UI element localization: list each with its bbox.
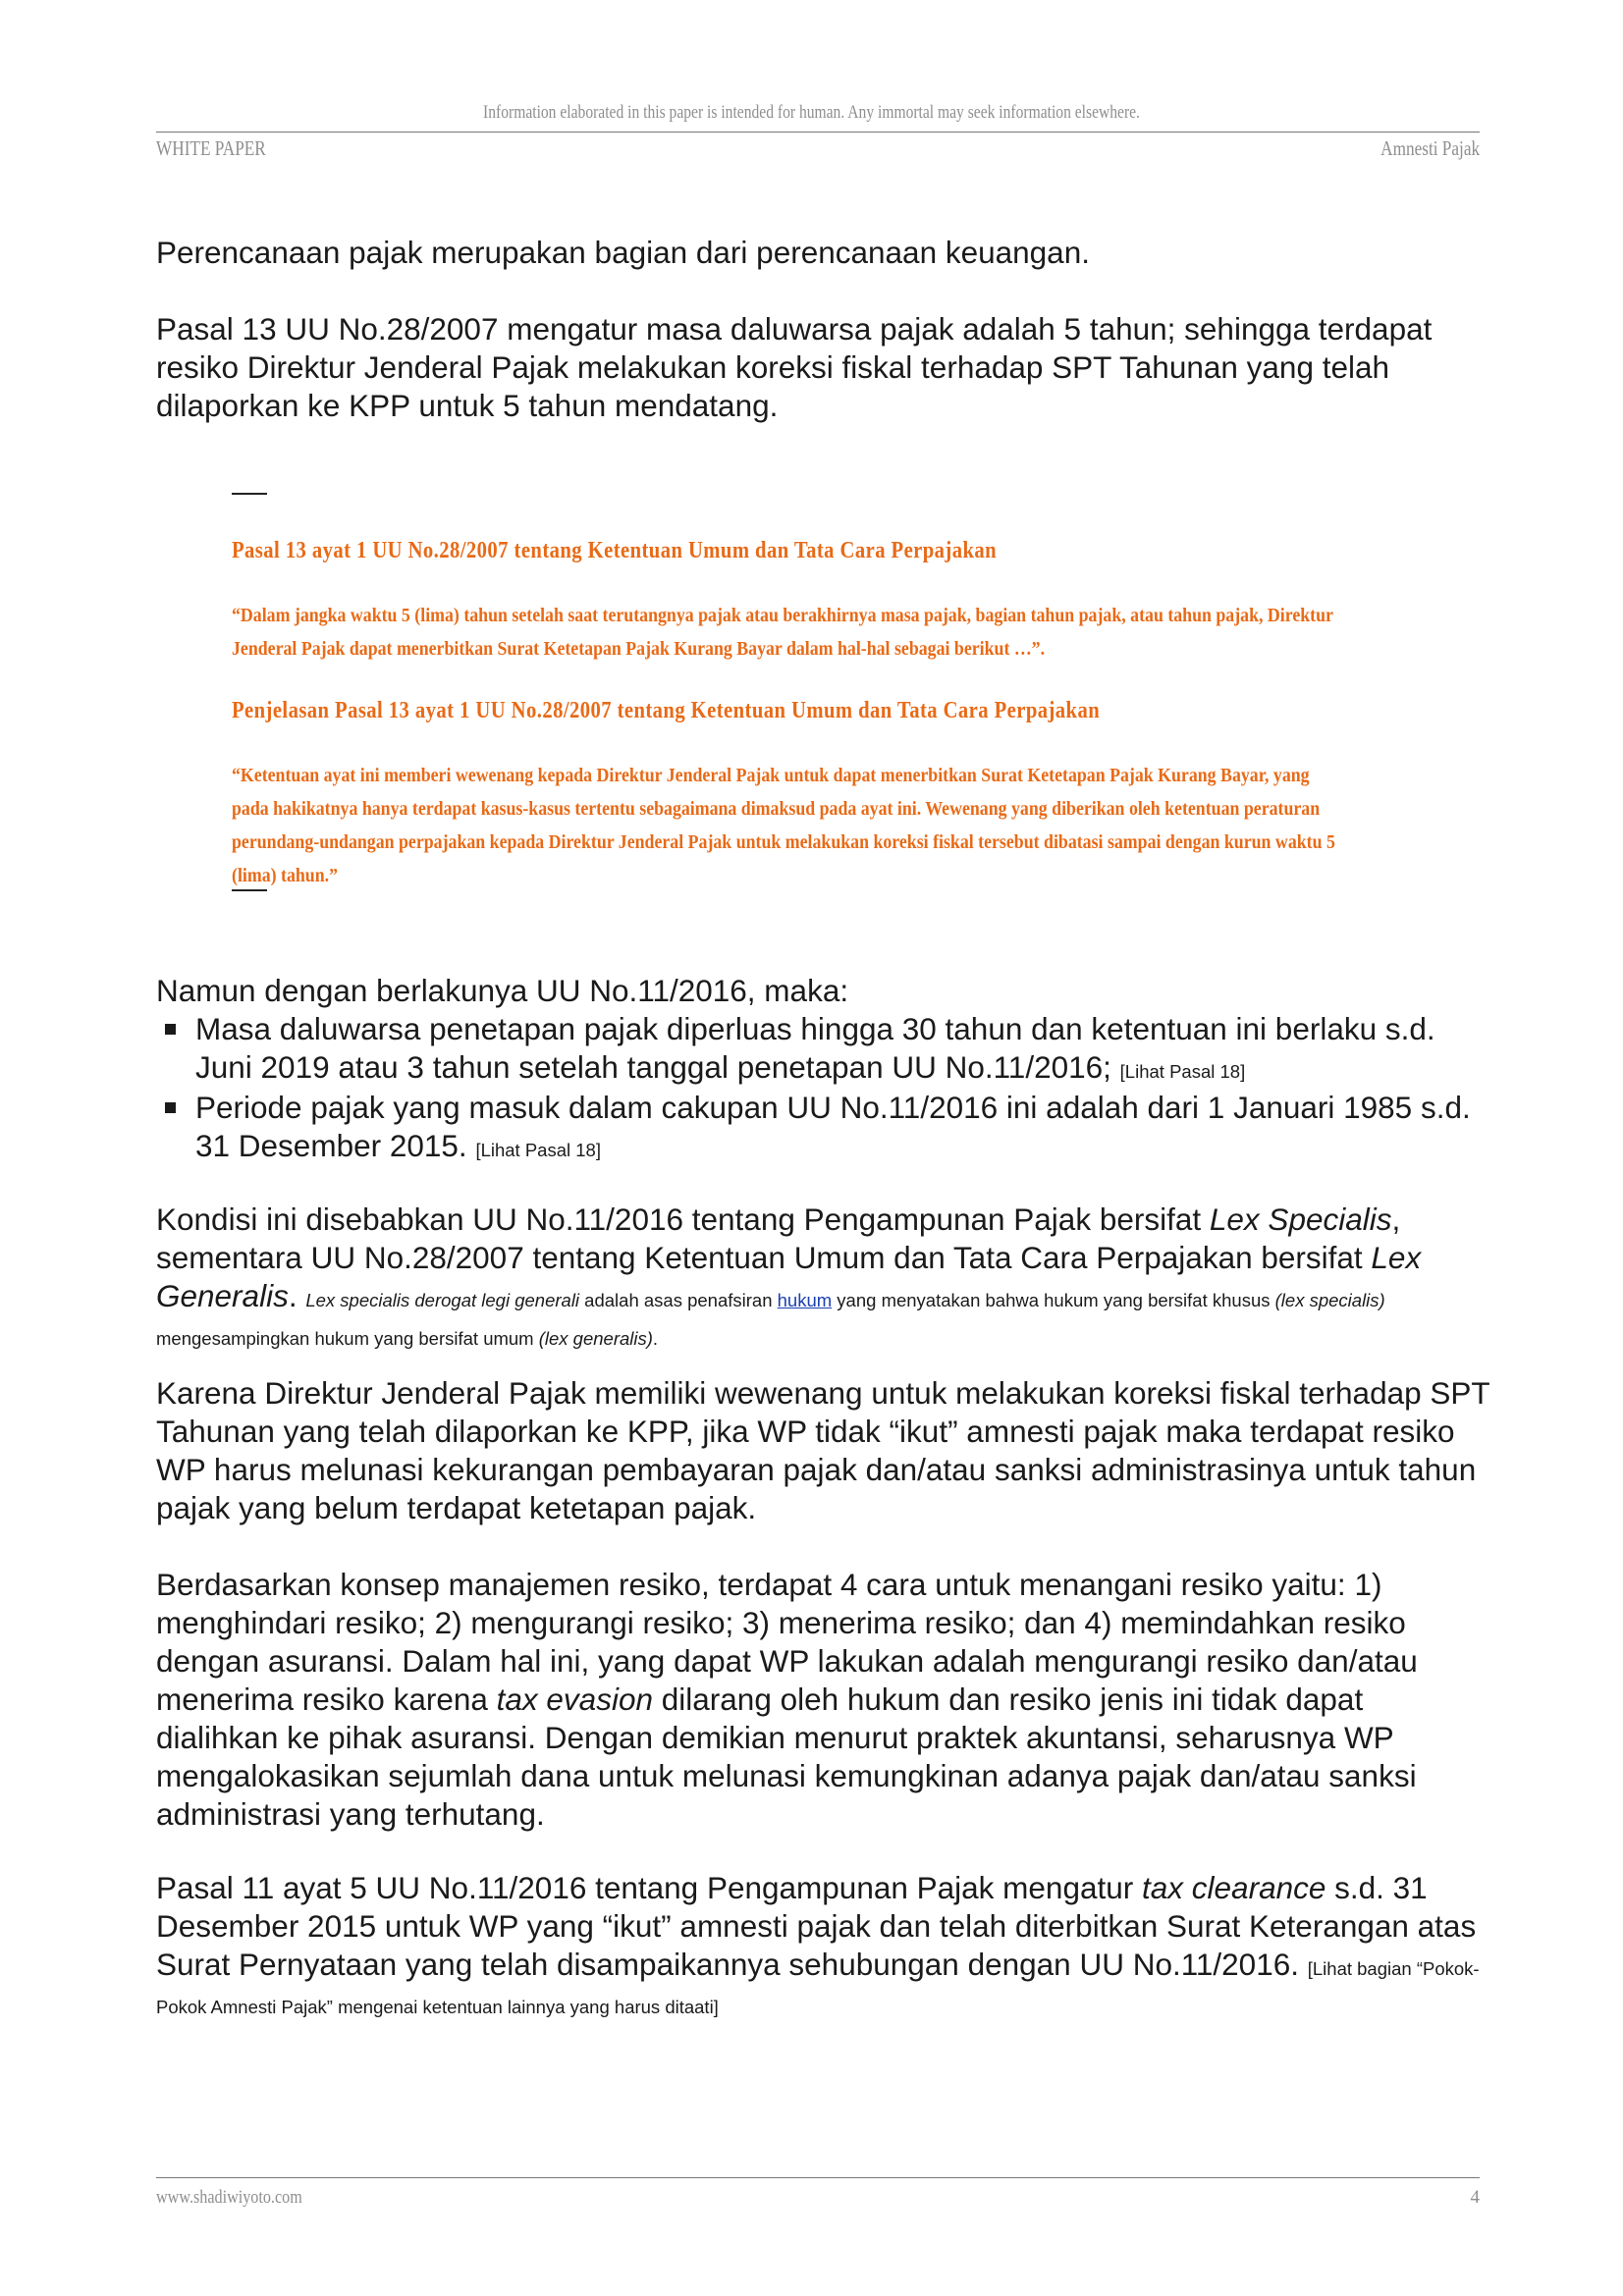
header-doc-title: Amnesti Pajak (1380, 136, 1480, 160)
page-number: 4 (1470, 2187, 1480, 2208)
text-run: s.d. 31 Desember 2015 untuk WP yang “ikut” amnesti pajak dan telah diterbitkan Surat Keterangan atas Surat Pernyataan yang telah disampaikannya sehubungan dengan UU No.11/2016. (156, 1870, 1477, 1982)
quote-text-penjelasan: “Ketentuan ayat ini memberi wewenang kepada Direktur Jenderal Pajak untuk dapat menerbitkan Surat Ketetapan Pajak Kurang Bayar, yang pada hakikatnya hanya terdapat kasus-kasus tertentu sebagaimana dimaksud pada ayat ini. Wewenang yang diberikan oleh ketentuan peraturan perundang-undangan perpajakan kepada Direktur Jenderal Pajak untuk melakukan koreksi fiskal tersebut dibatasi sampai dengan kurun waktu 5 (lima) tahun.” (232, 765, 1335, 886)
paragraph-namun: Namun dengan berlakunya UU No.11/2016, maka: (156, 973, 849, 1008)
bullet-list (156, 1010, 1491, 1167)
quote-divider-top (232, 493, 267, 495)
bullet-text: Masa daluwarsa penetapan pajak diperluas hingga 30 tahun dan ketentuan ini berlaku s.d. Juni 2019 atau 3 tahun setelah tanggal penetapan UU No.11/2016; (195, 1011, 1435, 1085)
paragraph-manajemen-resiko (156, 1566, 1491, 1834)
paragraph-karena: Karena Direktur Jenderal Pajak memiliki wewenang untuk melakukan koreksi fiskal terhadap SPT Tahunan yang telah dilaporkan ke KPP, jika WP tidak “ikut” amnesti pajak maka terdapat resiko WP harus melunasi kekurangan pembayaran pajak dan/atau sanksi administrasinya untuk tahun pajak yang belum terdapat ketetapan pajak. (156, 1375, 1490, 1525)
hukum-link[interactable]: hukum (777, 1290, 833, 1310)
bullet-text: Periode pajak yang masuk dalam cakupan UU No.11/2016 ini adalah dari 1 Januari 1985 s.d. 31 Desember 2015. (195, 1090, 1471, 1163)
header-notice: Information elaborated in this paper is intended for human. Any immortal may seek information elsewhere. (483, 102, 1140, 123)
paragraph-pasal-13: Pasal 13 UU No.28/2007 mengatur masa daluwarsa pajak adalah 5 tahun; sehingga terdapat resiko Direktur Jenderal Pajak melakukan koreksi fiskal terhadap SPT Tahunan yang telah dilaporkan ke KPP untuk 5 tahun mendatang. (156, 311, 1433, 423)
bullet-square-icon (165, 1102, 176, 1113)
quote-heading-penjelasan: Penjelasan Pasal 13 ayat 1 UU No.28/2007 tentang Ketentuan Umum dan Tata Cara Perpajakan (232, 698, 1101, 723)
paragraph-lex-specialis (156, 1201, 1491, 1354)
paragraph-tax-clearance (156, 1869, 1491, 2022)
italic-run: tax clearance (1142, 1870, 1326, 1905)
header-rule (156, 132, 1480, 133)
footnote-text (156, 1290, 1385, 1349)
list-item (156, 1010, 1491, 1087)
text-run: Pasal 11 ayat 5 UU No.11/2016 tentang Pengampunan Pajak mengatur (156, 1870, 1143, 1905)
text-run: . (288, 1278, 306, 1313)
footer-website: www.shadiwiyoto.com (156, 2187, 302, 2208)
text-run: mengesampingkan hukum yang bersifat umum (156, 1328, 539, 1349)
bullet-square-icon (165, 1024, 176, 1035)
paragraph-intro: Perencanaan pajak merupakan bagian dari perencanaan keuangan. (156, 235, 1090, 270)
text-run: Berdasarkan konsep manajemen resiko, terdapat 4 cara untuk menangani resiko yaitu: 1) menghindari resiko; 2) mengurangi resiko; 3) menerima resiko; dan 4) memindahkan resiko dengan asuransi. Dalam hal ini, yang dapat WP lakukan adalah mengurangi resiko dan/atau menerima resiko karena (156, 1567, 1418, 1717)
text-run: dilarang oleh hukum dan resiko jenis ini tidak dapat dialihkan ke pihak asuransi. Dengan demikian menurut praktek akuntansi, seharusnya WP mengalokasikan sejumlah dana untuk melunasi kemungkinan adanya pajak dan/atau sanksi administrasi yang terhutang. (156, 1682, 1417, 1832)
footer-rule (156, 2177, 1480, 2178)
text-run: adalah asas penafsiran (579, 1290, 778, 1310)
italic-run: (lex generalis) (538, 1328, 653, 1349)
italic-run: Lex specialis derogat legi generali (305, 1290, 580, 1310)
quote-heading-pasal: Pasal 13 ayat 1 UU No.28/2007 tentang Ketentuan Umum dan Tata Cara Perpajakan (232, 538, 998, 563)
bullet-reference: [Lihat Pasal 18] (475, 1140, 601, 1160)
text-run: yang menyatakan bahwa hukum yang bersifat khusus (832, 1290, 1275, 1310)
list-item (156, 1089, 1491, 1165)
italic-run: Lex Specialis (1209, 1201, 1392, 1237)
italic-run: tax evasion (496, 1682, 653, 1717)
reference-note: [Lihat bagian “Pokok-Pokok Amnesti Pajak” mengenai ketentuan lainnya yang harus ditaati] (156, 1958, 1480, 2017)
text-run: , sementara UU No.28/2007 tentang Ketentuan Umum dan Tata Cara Perpajakan bersifat (156, 1201, 1401, 1275)
quote-text-pasal: “Dalam jangka waktu 5 (lima) tahun setelah saat terutangnya pajak atau berakhirnya masa pajak, bagian tahun pajak, atau tahun pajak, Direktur Jenderal Pajak dapat menerbitkan Surat Ketetapan Pajak Kurang Bayar dalam hal-hal sebagai berikut …”. (232, 605, 1333, 660)
text-run: Kondisi ini disebabkan UU No.11/2016 tentang Pengampunan Pajak bersifat (156, 1201, 1210, 1237)
text-run: . (652, 1328, 659, 1349)
quote-divider-bottom (232, 889, 267, 891)
bullet-reference: [Lihat Pasal 18] (1119, 1061, 1246, 1082)
italic-run: Lex Generalis (156, 1240, 1422, 1313)
header-doc-type: WHITE PAPER (156, 136, 266, 160)
italic-run: (lex specialis) (1274, 1290, 1385, 1310)
